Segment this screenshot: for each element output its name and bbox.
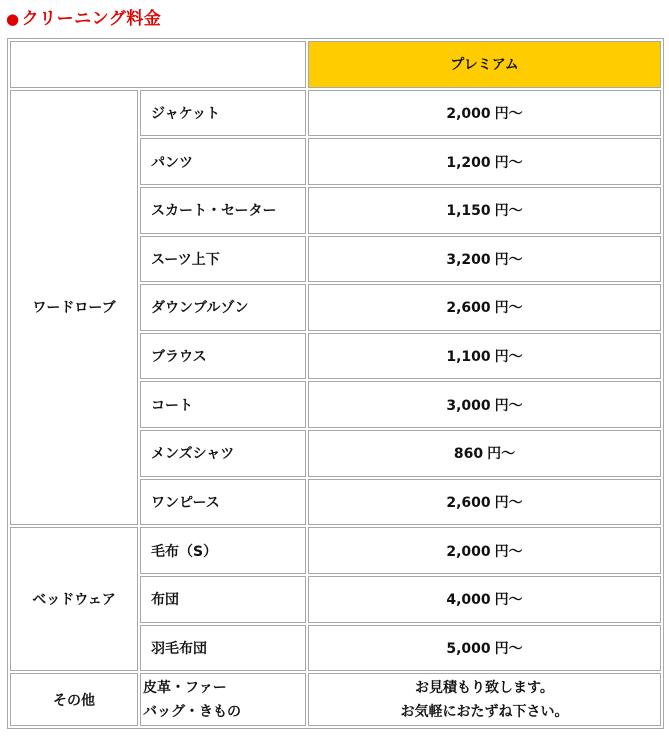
premium-header: プレミアム xyxy=(308,41,661,88)
title-bullet: ● xyxy=(6,10,20,28)
table-row xyxy=(10,527,661,574)
price-value: 4,000 xyxy=(446,592,491,609)
price-value: 2,000 xyxy=(446,543,491,560)
price-value: 860 xyxy=(453,446,484,463)
header-row xyxy=(10,41,661,88)
item-name: ワンピース xyxy=(140,479,306,526)
price-unit: 円～ xyxy=(487,446,516,463)
item-name: パンツ xyxy=(140,138,306,185)
item-name: スーツ上下 xyxy=(140,236,306,283)
price-unit: 円～ xyxy=(494,203,523,220)
price-value: 1,100 xyxy=(446,349,491,366)
price-value: 1,200 xyxy=(446,154,491,171)
price-unit: 円～ xyxy=(494,105,523,122)
price-value: 2,600 xyxy=(446,494,491,511)
other-item-line: 皮革・ファー xyxy=(143,679,227,696)
item-price xyxy=(308,187,661,234)
table-row xyxy=(10,90,661,137)
price-unit: 円～ xyxy=(494,397,523,414)
price-unit: 円～ xyxy=(494,494,523,511)
item-name: 毛布（S） xyxy=(140,527,306,574)
price-unit: 円～ xyxy=(494,640,523,657)
price-unit: 円～ xyxy=(494,543,523,560)
price-table xyxy=(7,38,664,729)
item-price xyxy=(308,333,661,380)
item-price xyxy=(308,236,661,283)
price-value: 1,150 xyxy=(446,203,491,220)
item-price xyxy=(308,381,661,428)
category-bedwear: ベッドウェア xyxy=(10,527,138,671)
item-name: 羽毛布団 xyxy=(140,625,306,672)
item-price xyxy=(308,90,661,137)
other-message-line: お気軽におたずね下さい。 xyxy=(400,703,569,720)
header-empty-cell xyxy=(10,41,306,88)
item-name: スカート・セーター xyxy=(140,187,306,234)
item-name: ダウンブルゾン xyxy=(140,284,306,331)
item-name: コート xyxy=(140,381,306,428)
category-wardrobe: ワードローブ xyxy=(10,90,138,526)
title-text: クリーニング料金 xyxy=(21,9,162,29)
price-value: 2,600 xyxy=(446,300,491,317)
price-unit: 円～ xyxy=(494,251,523,268)
item-name: ジャケット xyxy=(140,90,306,137)
item-name: ブラウス xyxy=(140,333,306,380)
price-unit: 円～ xyxy=(494,154,523,171)
table-row-other xyxy=(10,673,661,726)
other-item-line: バッグ・きもの xyxy=(143,703,241,720)
item-price xyxy=(308,284,661,331)
category-other: その他 xyxy=(10,673,138,726)
price-value: 3,000 xyxy=(446,397,491,414)
page-title xyxy=(6,4,161,29)
other-items xyxy=(140,673,306,726)
item-price xyxy=(308,527,661,574)
price-unit: 円～ xyxy=(494,349,523,366)
item-price xyxy=(308,576,661,623)
item-price xyxy=(308,625,661,672)
price-value: 3,200 xyxy=(446,251,491,268)
price-value: 2,000 xyxy=(446,105,491,122)
item-name: メンズシャツ xyxy=(140,430,306,477)
item-price xyxy=(308,138,661,185)
item-price xyxy=(308,430,661,477)
price-unit: 円～ xyxy=(494,592,523,609)
other-message xyxy=(308,673,661,726)
price-unit: 円～ xyxy=(494,300,523,317)
other-message-line: お見積もり致します。 xyxy=(415,679,554,696)
item-price xyxy=(308,479,661,526)
price-value: 5,000 xyxy=(446,640,491,657)
item-name: 布団 xyxy=(140,576,306,623)
